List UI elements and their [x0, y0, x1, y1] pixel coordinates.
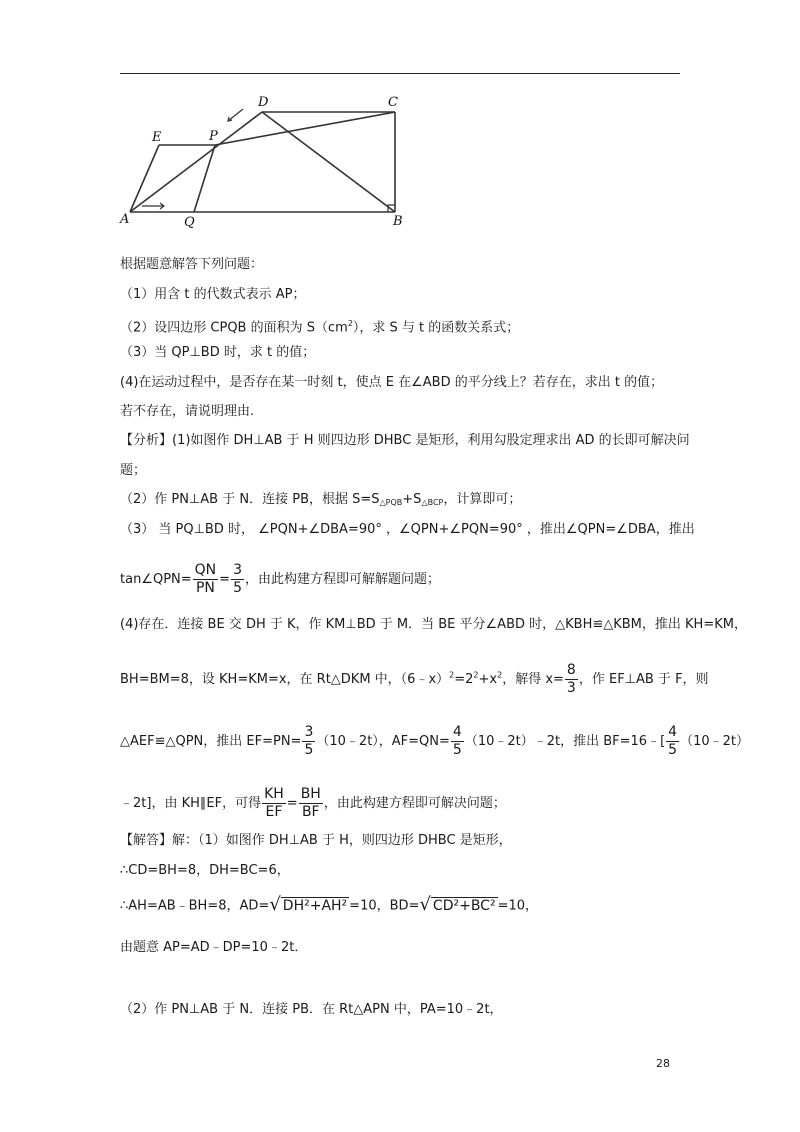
analysis-4-line4: ﹣2t]，由 KH∥EF，可得 $\frac{KH}{EF}$ = $\frac{BH}{BF}$ ，由此构建方程即可解决问题；: [120, 786, 506, 820]
analysis-3: （3） 当 PQ⊥BD 时， ∠PQN+∠DBA=90° ，∠QPN+∠PQN=90° ，推出∠QPN=∠DBA，推出: [120, 522, 695, 537]
label-e: E: [152, 130, 162, 145]
arrow-on-ab-icon: [142, 203, 164, 209]
solution-1: 【解答】解：（1）如图作 DH⊥AB 于 H，则四边形 DHBC 是矩形，: [120, 833, 512, 848]
label-p: P: [209, 129, 218, 144]
label-c: C: [388, 95, 398, 110]
geometry-figure: [112, 88, 412, 228]
arrow-on-ad-icon: [228, 109, 243, 121]
fraction-4-5-b: $\frac{4}{5}$: [668, 724, 678, 758]
question-2: （2）设四边形 CPQB 的面积为 $S(cm^2)$，求 S 与 t 的函数关系式；: [120, 319, 520, 336]
question-1: （1）用含 t 的代数式表示 AP；: [120, 287, 306, 302]
label-b: B: [393, 214, 403, 228]
fraction-8-3: $\frac{8}{3}$: [566, 662, 576, 696]
question-4: (4)在运动过程中，是否存在某一时刻 t，使点 E 在∠ABD 的平分线上？若存在，求出 t 的值；: [120, 375, 664, 390]
analysis-2: （2）作 PN⊥AB 于 N．连接 PB，根据 $S=S_{\triangle PQB}+S_{\triangle BCP}$，计算即可；: [120, 492, 522, 507]
fraction-3-5-b: $\frac{3}{5}$: [304, 724, 314, 758]
segment-ad: [130, 112, 262, 212]
segment-pc: [215, 112, 395, 145]
header-rule: [120, 73, 680, 74]
solution-1-line4: 由题意 AP=AD﹣DP=10﹣2t．: [120, 940, 308, 955]
analysis-4-line2: BH=BM=8，设 KH=KM=x，在 Rt△DKM 中，$(6﹣x)^2=2^2+x^2$，解得 x= $\frac{8}{3}$ ，作 EF⊥AB 于 F，则: [120, 662, 709, 696]
question-3: （3）当 QP⊥BD 时，求 t 的值；: [120, 345, 316, 360]
solution-1-line3: ∴AH=AB﹣BH=8，AD=√ DH²+AH² =10，BD=√ CD²+BC² =10，: [120, 894, 539, 915]
label-a: A: [120, 212, 130, 227]
solution-1-line2: ∴CD=BH=8，DH=BC=6，: [120, 863, 290, 878]
fraction-kh-ef: $\frac{KH}{EF}$: [264, 786, 284, 820]
fraction-qn-pn: $\frac{QN}{PN}$: [194, 562, 217, 596]
label-q: Q: [184, 215, 195, 228]
intro-line: 根据题意解答下列问题：: [120, 257, 264, 272]
sqrt-ad: √ DH²+AH²: [269, 894, 348, 915]
solution-2: （2）作 PN⊥AB 于 N．连接 PB．在 Rt△APN 中，PA=10﹣2t，: [120, 1002, 503, 1017]
sqrt-bd: √ CD²+BC²: [419, 894, 496, 915]
analysis-1-cont: 题；: [120, 463, 147, 478]
analysis-3-tan: tan∠QPN= $\frac{QN}{PN}$ = $\frac{3}{5}$ ，由此构建方程即可解解题问题；: [120, 562, 440, 596]
segment-db: [262, 112, 395, 212]
analysis-1: 【分析】(1)如图作 DH⊥AB 于 H 则四边形 DHBC 是矩形，利用勾股定理求出 AD 的长即可解决问: [120, 433, 690, 448]
label-d: D: [258, 95, 269, 110]
analysis-4: (4)存在．连接 BE 交 DH 于 K，作 KM⊥BD 于 M．当 BE 平分∠ABD 时，△KBH≌△KBM，推出 KH=KM，: [120, 617, 747, 632]
analysis-4-line3: △AEF≌△QPN，推出 EF=PN= $\frac{3}{5}$ （10﹣2t），AF=QN= $\frac{4}{5}$ （10﹣2t）﹣2t，推出 BF=16﹣[ $\frac{4}{5}$ （10﹣2t）: [120, 724, 749, 758]
fraction-4-5: $\frac{4}{5}$: [452, 724, 462, 758]
page-number: 28: [656, 1057, 670, 1070]
fraction-bh-bf: $\frac{BH}{BF}$: [300, 786, 321, 820]
question-4-cont: 若不存在，请说明理由.: [120, 404, 255, 419]
fraction-3-5: $\frac{3}{5}$: [233, 562, 242, 596]
